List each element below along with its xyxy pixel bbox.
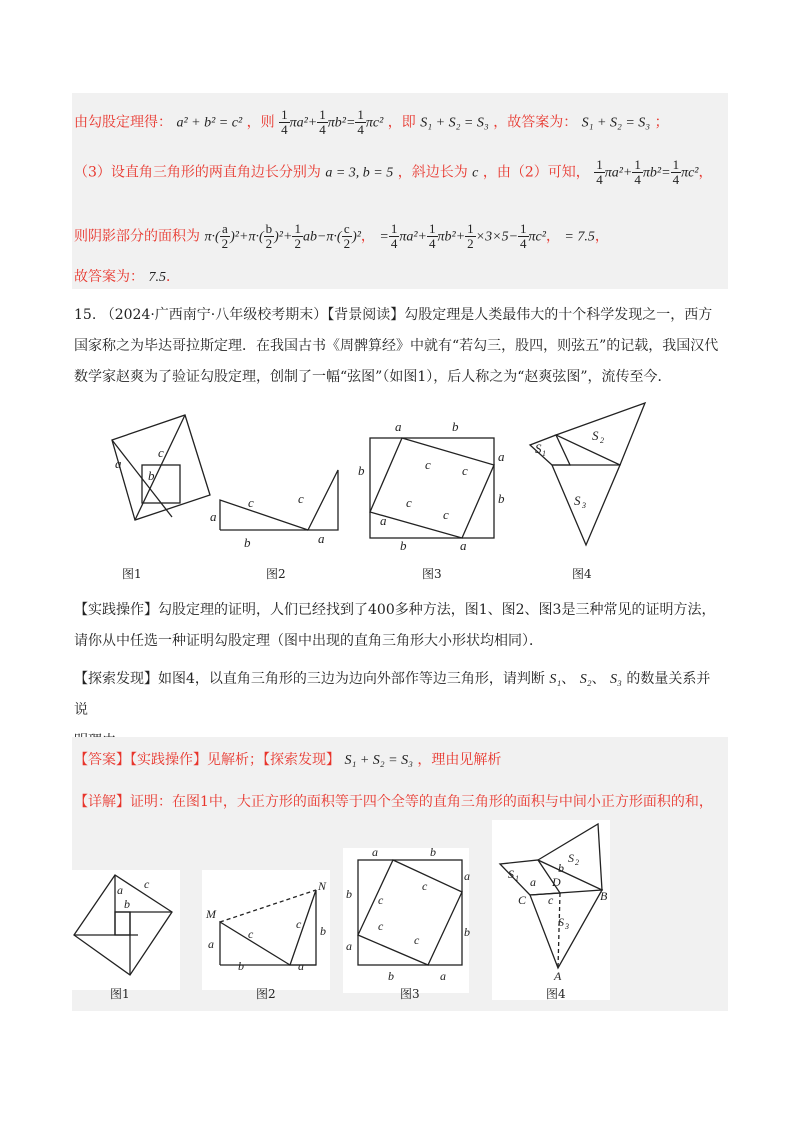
fraction-quarter: $\frac{1}{4}$ [281, 107, 288, 137]
svg-text:a: a [372, 845, 378, 859]
solution-line-1-end: ； [654, 114, 669, 131]
svg-text:a: a [346, 939, 352, 953]
svg-text:3: 3 [582, 501, 586, 510]
svg-text:2: 2 [575, 858, 579, 867]
problem-figures [60, 395, 700, 590]
problem-number: 15. [74, 307, 97, 323]
svg-text:c: c [378, 919, 384, 933]
svg-text:c: c [406, 495, 412, 510]
answer-equation: S₁ + S₂ = S₃ [344, 753, 413, 768]
svg-text:b: b [244, 535, 251, 550]
explore-discovery: 【探索发现】如图4，以直角三角形的三边为边向外部作等边三角形，请判断 S₁、 S₂、 S₃ 的数量关系并说 [74, 664, 724, 757]
svg-text:c: c [296, 917, 302, 931]
svg-text:S: S [558, 915, 564, 929]
svg-text:1: 1 [515, 874, 519, 883]
solution-line-2: （3）设直角三角形的两直角边长分别为 a = 3, b = 5 ，斜边长为 c ，由（2）可知， $\frac{1}{4}$ πa²+ $\frac{1}{4}$ πb²= $\frac{1}{4}$ πc²， [74, 157, 713, 187]
fig1-label-c: c [158, 445, 164, 460]
svg-text:3: 3 [565, 922, 569, 931]
svg-text:c: c [462, 463, 468, 478]
svg-text:图1: 图1 [110, 987, 130, 1001]
svg-text:c: c [298, 491, 304, 506]
svg-text:b: b [498, 491, 505, 506]
svg-text:a: a [498, 449, 505, 464]
explore-text-b: 的数量关系并说 [74, 671, 711, 718]
svg-text:c: c [425, 457, 431, 472]
svg-text:a: a [210, 509, 217, 524]
svg-text:c: c [144, 877, 150, 891]
svg-text:a: a [117, 883, 123, 897]
svg-text:c: c [414, 933, 420, 947]
svg-text:b: b [430, 845, 436, 859]
solution-line-4: 故答案为： 7.5． [74, 269, 180, 285]
solution-line-2-mid: ，斜边长为 [397, 164, 468, 181]
svg-text:a: a [208, 937, 214, 951]
pythagoras-equation: a² + b² = c² [176, 115, 243, 131]
caption-fig1: 图1 [122, 567, 142, 581]
svg-text:c: c [248, 495, 254, 510]
svg-text:B: B [600, 889, 608, 903]
caption-fig2: 图2 [266, 567, 286, 581]
answer-line [74, 750, 501, 771]
svg-text:c: c [548, 893, 554, 907]
svg-text:a: a [298, 959, 304, 973]
problem-15-intro [74, 300, 724, 393]
svg-text:S: S [592, 428, 599, 443]
svg-text:b: b [358, 463, 365, 478]
svg-text:a: a [530, 875, 536, 889]
solution-line-1: 由勾股定理得： a² + b² = c² ，则 $\frac{1}{4}$ πa²+ $\frac{1}{4}$ πb²= $\frac{1}{4}$ πc² ，即 S₁ + S₂ = S₃ ，故答案为： S₁ + S₂ = S₃ ； [74, 107, 669, 137]
svg-text:S: S [508, 867, 514, 881]
svg-text:c: c [422, 879, 428, 893]
solution-line-2-mid2: ，由（2）可知， [482, 164, 590, 181]
caption-fig3: 图3 [422, 567, 442, 581]
svg-text:b: b [452, 419, 459, 434]
detail-line [74, 792, 713, 812]
problem-source: （2024·广西南宁·八年级校考期末） [100, 307, 328, 323]
answer-tail: ，理由见解析 [417, 752, 502, 768]
solution-line-3: 则阴影部分的面积为 π·( $\frac{a}{2}$ )²+π·( $\frac{b}{2}$ )²+ $\frac{1}{2}$ ab−π·( $\frac{c}{2}$ )²， = $\frac{1}{4}$ πa²+ $\frac{1}{4}$ πb²+ $\frac{1}{2}$ ×3×5− $\frac{1}{4}$ πc²， = 7.5， [74, 221, 609, 251]
explore-text-a: 【探索发现】如图4，以直角三角形的三边为边向外部作等边三角形，请判断 [74, 671, 545, 687]
svg-text:图2: 图2 [256, 987, 276, 1001]
svg-text:a: a [395, 419, 402, 434]
svg-text:N: N [318, 879, 327, 893]
solution-line-2-prefix: （3）设直角三角形的两直角边长分别为 [74, 164, 321, 181]
symbol-s3: S₃ [610, 672, 622, 687]
detail-text: 【详解】证明：在图1中，大正方形的面积等于四个全等的直角三角形的面积与中间小正方形面积的和， [74, 794, 713, 810]
symbol-s2: S₂ [579, 672, 592, 687]
fig1-label-b: b [148, 468, 155, 483]
svg-text:S: S [535, 441, 542, 456]
svg-text:1: 1 [542, 449, 546, 458]
svg-text:a: a [380, 513, 387, 528]
svg-text:b: b [558, 861, 564, 875]
caption-fig4: 图4 [572, 567, 592, 581]
answer-label: ，故答案为： [493, 114, 578, 131]
svg-text:2: 2 [600, 436, 604, 445]
hypotenuse-symbol: c [472, 165, 479, 181]
symbol-s1: S₁ [549, 672, 562, 687]
svg-text:S: S [574, 493, 581, 508]
fig1-outer-square [112, 415, 210, 520]
answer-figures [60, 820, 700, 1005]
svg-text:b: b [346, 887, 352, 901]
practice-operation [74, 595, 724, 657]
solution-line-3-prefix: 则阴影部分的面积为 [74, 228, 200, 245]
practice-text: 【实践操作】勾股定理的证明，人们已经找到了400多种方法，图1、图2、图3是三种常见的证明方法，请你从中任选一种证明勾股定理（图中出现的直角三角形大小形状均相同）． [74, 602, 716, 649]
final-answer-value: 7.5 [148, 270, 166, 285]
svg-text:D: D [552, 875, 561, 889]
svg-text:a: a [464, 869, 470, 883]
fig1-label-a: a [115, 456, 122, 471]
svg-text:b: b [320, 924, 326, 938]
svg-text:A: A [554, 969, 562, 983]
final-answer-label: 故答案为： [74, 269, 144, 285]
svg-text:图4: 图4 [546, 987, 566, 1001]
svg-text:C: C [518, 893, 527, 907]
background-reading: 【背景阅读】勾股定理是人类最伟大的十个科学发现之一，西方国家称之为毕达哥拉斯定理．在我国古书《周髀算经》中就有“若勾三，股四，则弦五”的记载，我国汉代数学家赵爽为了验证勾股定理，创制了一幅“弦图”（如图1），后人称之为“赵爽弦图”，流传至今． [74, 307, 719, 385]
svg-text:S: S [568, 851, 574, 865]
svg-text:b: b [238, 959, 244, 973]
svg-text:图3: 图3 [400, 987, 420, 1001]
svg-text:a: a [460, 538, 467, 553]
svg-text:M: M [206, 907, 216, 921]
legs-values: a = 3, b = 5 [325, 165, 394, 181]
svg-text:b: b [388, 969, 394, 983]
svg-text:b: b [124, 897, 130, 911]
svg-text:b: b [400, 538, 407, 553]
solution-line-1-prefix: 由勾股定理得： [74, 114, 172, 131]
shaded-area-result: = 7.5 [564, 229, 595, 245]
svg-text:b: b [464, 925, 470, 939]
answer-value: S₁ + S₂ = S₃ [581, 115, 651, 131]
solution-line-1-ji: ，即 [387, 114, 416, 131]
svg-text:a: a [440, 969, 446, 983]
svg-text:c: c [378, 893, 384, 907]
svg-text:a: a [318, 531, 325, 546]
answer-label-text: 【答案】【实践操作】见解析；【探索发现】 [74, 752, 340, 768]
area-relation: S₁ + S₂ = S₃ [420, 115, 489, 131]
svg-text:c: c [248, 927, 254, 941]
svg-text:c: c [443, 507, 449, 522]
solution-line-1-then: ，则 [246, 114, 275, 131]
